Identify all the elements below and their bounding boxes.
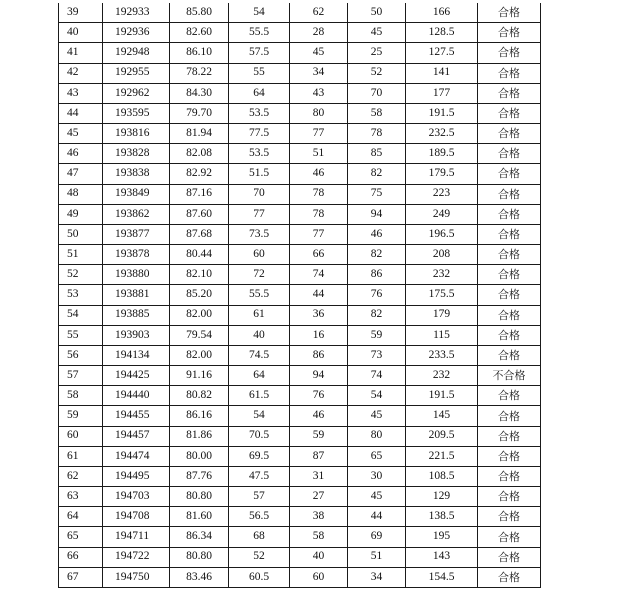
row-number-cell: 47 [59,164,103,184]
score-4-cell: 82 [348,245,406,265]
total-score-cell: 233.5 [406,345,478,365]
score-1-cell: 84.30 [170,83,229,103]
score-2-cell: 56.5 [229,507,290,527]
result-cell: 合格 [478,204,541,224]
row-number-cell: 62 [59,466,103,486]
exam-id-cell: 194708 [103,507,170,527]
score-3-cell: 27 [290,487,348,507]
score-2-cell: 61.5 [229,386,290,406]
total-score-cell: 177 [406,83,478,103]
total-score-cell: 129 [406,487,478,507]
score-1-cell: 83.46 [170,567,229,587]
score-4-cell: 69 [348,527,406,547]
row-number-cell: 45 [59,124,103,144]
score-3-cell: 46 [290,164,348,184]
score-1-cell: 86.34 [170,527,229,547]
table-row [59,507,541,527]
exam-id-cell: 193838 [103,164,170,184]
score-3-cell: 46 [290,406,348,426]
total-score-cell: 209.5 [406,426,478,446]
result-cell: 合格 [478,144,541,164]
table-row [59,466,541,486]
score-4-cell: 82 [348,164,406,184]
total-score-cell: 179.5 [406,164,478,184]
result-cell: 合格 [478,406,541,426]
score-2-cell: 74.5 [229,345,290,365]
total-score-cell: 154.5 [406,567,478,587]
total-score-cell: 232 [406,265,478,285]
exam-id-cell: 193816 [103,124,170,144]
result-cell: 合格 [478,446,541,466]
result-cell: 合格 [478,83,541,103]
score-1-cell: 82.00 [170,305,229,325]
total-score-cell: 166 [406,3,478,23]
row-number-cell: 66 [59,547,103,567]
result-cell: 合格 [478,386,541,406]
exam-id-cell: 194722 [103,547,170,567]
table-row [59,305,541,325]
total-score-cell: 138.5 [406,507,478,527]
score-2-cell: 68 [229,527,290,547]
row-number-cell: 63 [59,487,103,507]
score-4-cell: 75 [348,184,406,204]
score-1-cell: 80.80 [170,487,229,507]
table-row [59,285,541,305]
total-score-cell: 249 [406,204,478,224]
exam-id-cell: 192962 [103,83,170,103]
score-3-cell: 58 [290,527,348,547]
score-1-cell: 82.00 [170,345,229,365]
score-4-cell: 45 [348,487,406,507]
score-4-cell: 59 [348,325,406,345]
score-1-cell: 82.60 [170,23,229,43]
exam-id-cell: 193903 [103,325,170,345]
result-cell: 合格 [478,164,541,184]
result-cell: 合格 [478,507,541,527]
result-cell: 合格 [478,3,541,23]
result-cell: 合格 [478,345,541,365]
score-4-cell: 25 [348,43,406,63]
score-1-cell: 78.22 [170,63,229,83]
score-3-cell: 40 [290,547,348,567]
score-1-cell: 87.60 [170,204,229,224]
exam-id-cell: 194455 [103,406,170,426]
row-number-cell: 59 [59,406,103,426]
row-number-cell: 57 [59,366,103,386]
score-3-cell: 28 [290,23,348,43]
score-1-cell: 79.54 [170,325,229,345]
exam-id-cell: 194750 [103,567,170,587]
score-4-cell: 30 [348,466,406,486]
result-cell: 合格 [478,124,541,144]
score-2-cell: 54 [229,3,290,23]
total-score-cell: 195 [406,527,478,547]
table-row [59,224,541,244]
score-2-cell: 70 [229,184,290,204]
score-3-cell: 38 [290,507,348,527]
table-row [59,325,541,345]
score-4-cell: 65 [348,446,406,466]
result-cell: 合格 [478,103,541,123]
score-1-cell: 87.16 [170,184,229,204]
exam-id-cell: 193828 [103,144,170,164]
score-1-cell: 81.60 [170,507,229,527]
score-3-cell: 34 [290,63,348,83]
result-cell: 合格 [478,23,541,43]
score-4-cell: 78 [348,124,406,144]
total-score-cell: 108.5 [406,466,478,486]
score-4-cell: 58 [348,103,406,123]
result-cell: 合格 [478,547,541,567]
row-number-cell: 44 [59,103,103,123]
score-4-cell: 52 [348,63,406,83]
row-number-cell: 39 [59,3,103,23]
row-number-cell: 56 [59,345,103,365]
row-number-cell: 60 [59,426,103,446]
score-1-cell: 91.16 [170,366,229,386]
total-score-cell: 191.5 [406,103,478,123]
score-2-cell: 64 [229,366,290,386]
score-3-cell: 77 [290,124,348,144]
score-2-cell: 64 [229,83,290,103]
result-cell: 不合格 [478,366,541,386]
total-score-cell: 127.5 [406,43,478,63]
exam-id-cell: 193849 [103,184,170,204]
result-cell: 合格 [478,184,541,204]
results-table [58,3,541,588]
total-score-cell: 143 [406,547,478,567]
total-score-cell: 179 [406,305,478,325]
total-score-cell: 191.5 [406,386,478,406]
score-2-cell: 53.5 [229,144,290,164]
exam-id-cell: 194495 [103,466,170,486]
score-3-cell: 43 [290,83,348,103]
exam-id-cell: 194440 [103,386,170,406]
score-1-cell: 85.20 [170,285,229,305]
exam-id-cell: 194425 [103,366,170,386]
score-4-cell: 34 [348,567,406,587]
score-2-cell: 73.5 [229,224,290,244]
table-row [59,527,541,547]
score-4-cell: 82 [348,305,406,325]
exam-id-cell: 193862 [103,204,170,224]
total-score-cell: 208 [406,245,478,265]
total-score-cell: 232 [406,366,478,386]
result-cell: 合格 [478,426,541,446]
row-number-cell: 42 [59,63,103,83]
result-cell: 合格 [478,245,541,265]
table-row [59,245,541,265]
score-2-cell: 77 [229,204,290,224]
score-1-cell: 79.70 [170,103,229,123]
score-3-cell: 51 [290,144,348,164]
result-cell: 合格 [478,285,541,305]
table-row [59,567,541,587]
result-cell: 合格 [478,63,541,83]
exam-id-cell: 192948 [103,43,170,63]
score-1-cell: 81.86 [170,426,229,446]
exam-id-cell: 192955 [103,63,170,83]
row-number-cell: 53 [59,285,103,305]
row-number-cell: 64 [59,507,103,527]
total-score-cell: 141 [406,63,478,83]
table-row [59,43,541,63]
score-4-cell: 73 [348,345,406,365]
score-1-cell: 87.68 [170,224,229,244]
score-1-cell: 82.10 [170,265,229,285]
exam-id-cell: 193885 [103,305,170,325]
score-3-cell: 86 [290,345,348,365]
score-4-cell: 50 [348,3,406,23]
total-score-cell: 232.5 [406,124,478,144]
result-cell: 合格 [478,527,541,547]
row-number-cell: 50 [59,224,103,244]
score-2-cell: 70.5 [229,426,290,446]
results-table-body [59,3,541,587]
result-cell: 合格 [478,487,541,507]
row-number-cell: 58 [59,386,103,406]
score-3-cell: 94 [290,366,348,386]
table-row [59,63,541,83]
score-2-cell: 61 [229,305,290,325]
total-score-cell: 189.5 [406,144,478,164]
total-score-cell: 196.5 [406,224,478,244]
exam-id-cell: 193878 [103,245,170,265]
score-4-cell: 74 [348,366,406,386]
score-3-cell: 59 [290,426,348,446]
result-cell: 合格 [478,224,541,244]
score-2-cell: 77.5 [229,124,290,144]
row-number-cell: 55 [59,325,103,345]
score-4-cell: 80 [348,426,406,446]
table-row [59,204,541,224]
table-row [59,386,541,406]
exam-id-cell: 194457 [103,426,170,446]
result-cell: 合格 [478,305,541,325]
score-2-cell: 55.5 [229,23,290,43]
score-1-cell: 80.82 [170,386,229,406]
table-row [59,426,541,446]
exam-id-cell: 194134 [103,345,170,365]
row-number-cell: 48 [59,184,103,204]
row-number-cell: 40 [59,23,103,43]
score-2-cell: 57.5 [229,43,290,63]
table-row [59,487,541,507]
score-3-cell: 74 [290,265,348,285]
exam-id-cell: 193595 [103,103,170,123]
score-2-cell: 57 [229,487,290,507]
score-3-cell: 77 [290,224,348,244]
result-cell: 合格 [478,325,541,345]
table-row [59,124,541,144]
score-2-cell: 51.5 [229,164,290,184]
score-2-cell: 55.5 [229,285,290,305]
score-2-cell: 52 [229,547,290,567]
result-cell: 合格 [478,567,541,587]
score-4-cell: 94 [348,204,406,224]
exam-id-cell: 193881 [103,285,170,305]
row-number-cell: 52 [59,265,103,285]
total-score-cell: 175.5 [406,285,478,305]
score-3-cell: 45 [290,43,348,63]
row-number-cell: 54 [59,305,103,325]
row-number-cell: 46 [59,144,103,164]
score-2-cell: 47.5 [229,466,290,486]
row-number-cell: 43 [59,83,103,103]
row-number-cell: 65 [59,527,103,547]
score-4-cell: 86 [348,265,406,285]
table-row [59,366,541,386]
score-2-cell: 55 [229,63,290,83]
score-2-cell: 54 [229,406,290,426]
score-3-cell: 36 [290,305,348,325]
row-number-cell: 61 [59,446,103,466]
score-4-cell: 54 [348,386,406,406]
exam-id-cell: 192936 [103,23,170,43]
exam-id-cell: 192933 [103,3,170,23]
score-1-cell: 85.80 [170,3,229,23]
result-cell: 合格 [478,265,541,285]
row-number-cell: 67 [59,567,103,587]
score-1-cell: 86.16 [170,406,229,426]
table-row [59,23,541,43]
total-score-cell: 145 [406,406,478,426]
exam-id-cell: 193880 [103,265,170,285]
score-4-cell: 76 [348,285,406,305]
score-3-cell: 78 [290,184,348,204]
score-1-cell: 87.76 [170,466,229,486]
exam-id-cell: 194474 [103,446,170,466]
exam-id-cell: 193877 [103,224,170,244]
row-number-cell: 51 [59,245,103,265]
table-row [59,184,541,204]
exam-id-cell: 194703 [103,487,170,507]
score-4-cell: 44 [348,507,406,527]
total-score-cell: 221.5 [406,446,478,466]
score-2-cell: 69.5 [229,446,290,466]
score-1-cell: 82.92 [170,164,229,184]
score-3-cell: 31 [290,466,348,486]
score-1-cell: 82.08 [170,144,229,164]
score-3-cell: 16 [290,325,348,345]
score-1-cell: 86.10 [170,43,229,63]
total-score-cell: 115 [406,325,478,345]
score-4-cell: 51 [348,547,406,567]
score-1-cell: 81.94 [170,124,229,144]
score-4-cell: 46 [348,224,406,244]
table-row [59,547,541,567]
table-row [59,103,541,123]
score-1-cell: 80.80 [170,547,229,567]
score-3-cell: 44 [290,285,348,305]
score-4-cell: 85 [348,144,406,164]
score-2-cell: 53.5 [229,103,290,123]
score-3-cell: 76 [290,386,348,406]
score-1-cell: 80.44 [170,245,229,265]
score-2-cell: 72 [229,265,290,285]
score-3-cell: 78 [290,204,348,224]
score-3-cell: 66 [290,245,348,265]
score-2-cell: 40 [229,325,290,345]
score-2-cell: 60.5 [229,567,290,587]
table-row [59,345,541,365]
score-3-cell: 87 [290,446,348,466]
total-score-cell: 223 [406,184,478,204]
table-row [59,3,541,23]
score-3-cell: 62 [290,3,348,23]
score-3-cell: 60 [290,567,348,587]
table-row [59,144,541,164]
score-3-cell: 80 [290,103,348,123]
score-4-cell: 45 [348,23,406,43]
result-cell: 合格 [478,43,541,63]
row-number-cell: 49 [59,204,103,224]
result-cell: 合格 [478,466,541,486]
table-row [59,164,541,184]
table-row [59,265,541,285]
score-1-cell: 80.00 [170,446,229,466]
exam-id-cell: 194711 [103,527,170,547]
table-row [59,83,541,103]
total-score-cell: 128.5 [406,23,478,43]
table-row [59,446,541,466]
score-4-cell: 45 [348,406,406,426]
table-row [59,406,541,426]
row-number-cell: 41 [59,43,103,63]
score-2-cell: 60 [229,245,290,265]
score-4-cell: 70 [348,83,406,103]
